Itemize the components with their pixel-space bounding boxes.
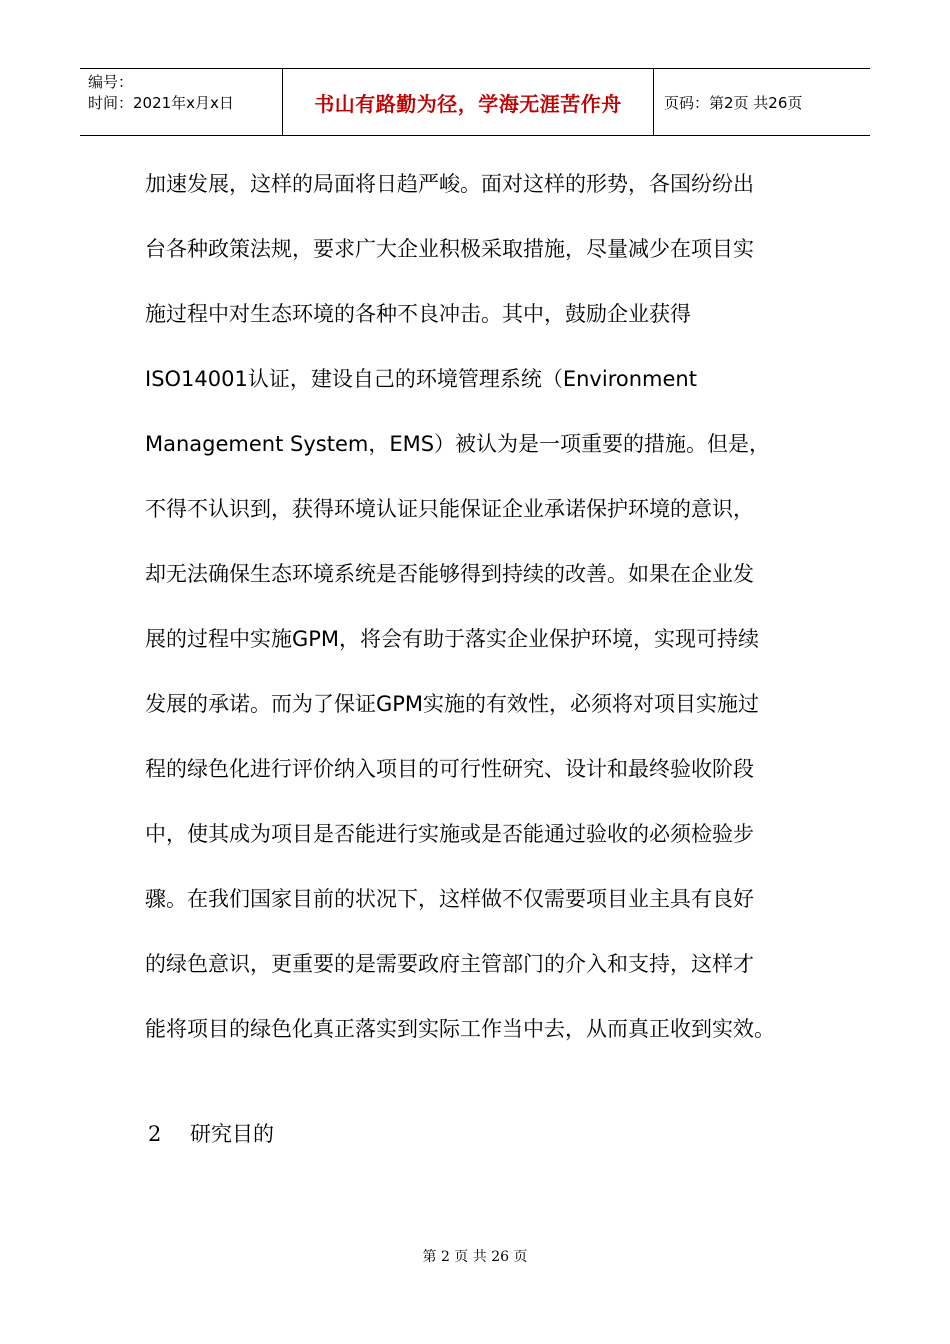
header-motto: 书山有路勤为径，学海无涯苦作舟 [282,69,654,135]
body-paragraph [145,152,815,1062]
body-line: 程的绿色化进行评价纳入项目的可行性研究、设计和最终验收阶段 [145,757,754,781]
body-line: 的绿色意识，更重要的是需要政府主管部门的介入和支持，这样才 [145,952,754,976]
body-line: 能将项目的绿色化真正落实到实际工作当中去，从而真正收到实效。 [145,1017,775,1041]
document-number-label: 编号： [88,73,134,91]
body-line: 展的过程中实施GPM，将会有助于落实企业保护环境，实现可持续 [145,627,760,651]
page-footer: 第 2 页 共 26 页 [422,1249,528,1265]
body-line: ISO14001认证，建设自己的环境管理系统（Environment [145,367,697,391]
body-line: Management System，EMS）被认为是一项重要的措施。但是， [145,432,771,456]
header-page-info: 页码：第2页 共26页 [664,93,803,112]
header-table [80,68,870,136]
body-line: 台各种政策法规，要求广大企业积极采取措施，尽量减少在项目实 [145,237,754,261]
section-title: 研究目的 [190,1122,274,1146]
header-meta [80,69,282,135]
body-line: 不得不认识到，获得环境认证只能保证企业承诺保护环境的意识， [145,497,754,521]
section-heading [148,1118,274,1148]
body-line: 施过程中对生态环境的各种不良冲击。其中，鼓励企业获得 [145,302,691,326]
body-line: 加速发展，这样的局面将日趋严峻。面对这样的形势，各国纷纷出 [145,172,754,196]
body-line: 却无法确保生态环境系统是否能够得到持续的改善。如果在企业发 [145,562,754,586]
body-line: 中，使其成为项目是否能进行实施或是否能通过验收的必须检验步 [145,822,754,846]
document-date: 时间：2021年x月x日 [88,94,234,112]
body-line: 骤。在我们国家目前的状况下，这样做不仅需要项目业主具有良好 [145,887,754,911]
section-number: 2 [148,1122,162,1146]
body-line: 发展的承诺。而为了保证GPM实施的有效性，必须将对项目实施过 [145,692,760,716]
